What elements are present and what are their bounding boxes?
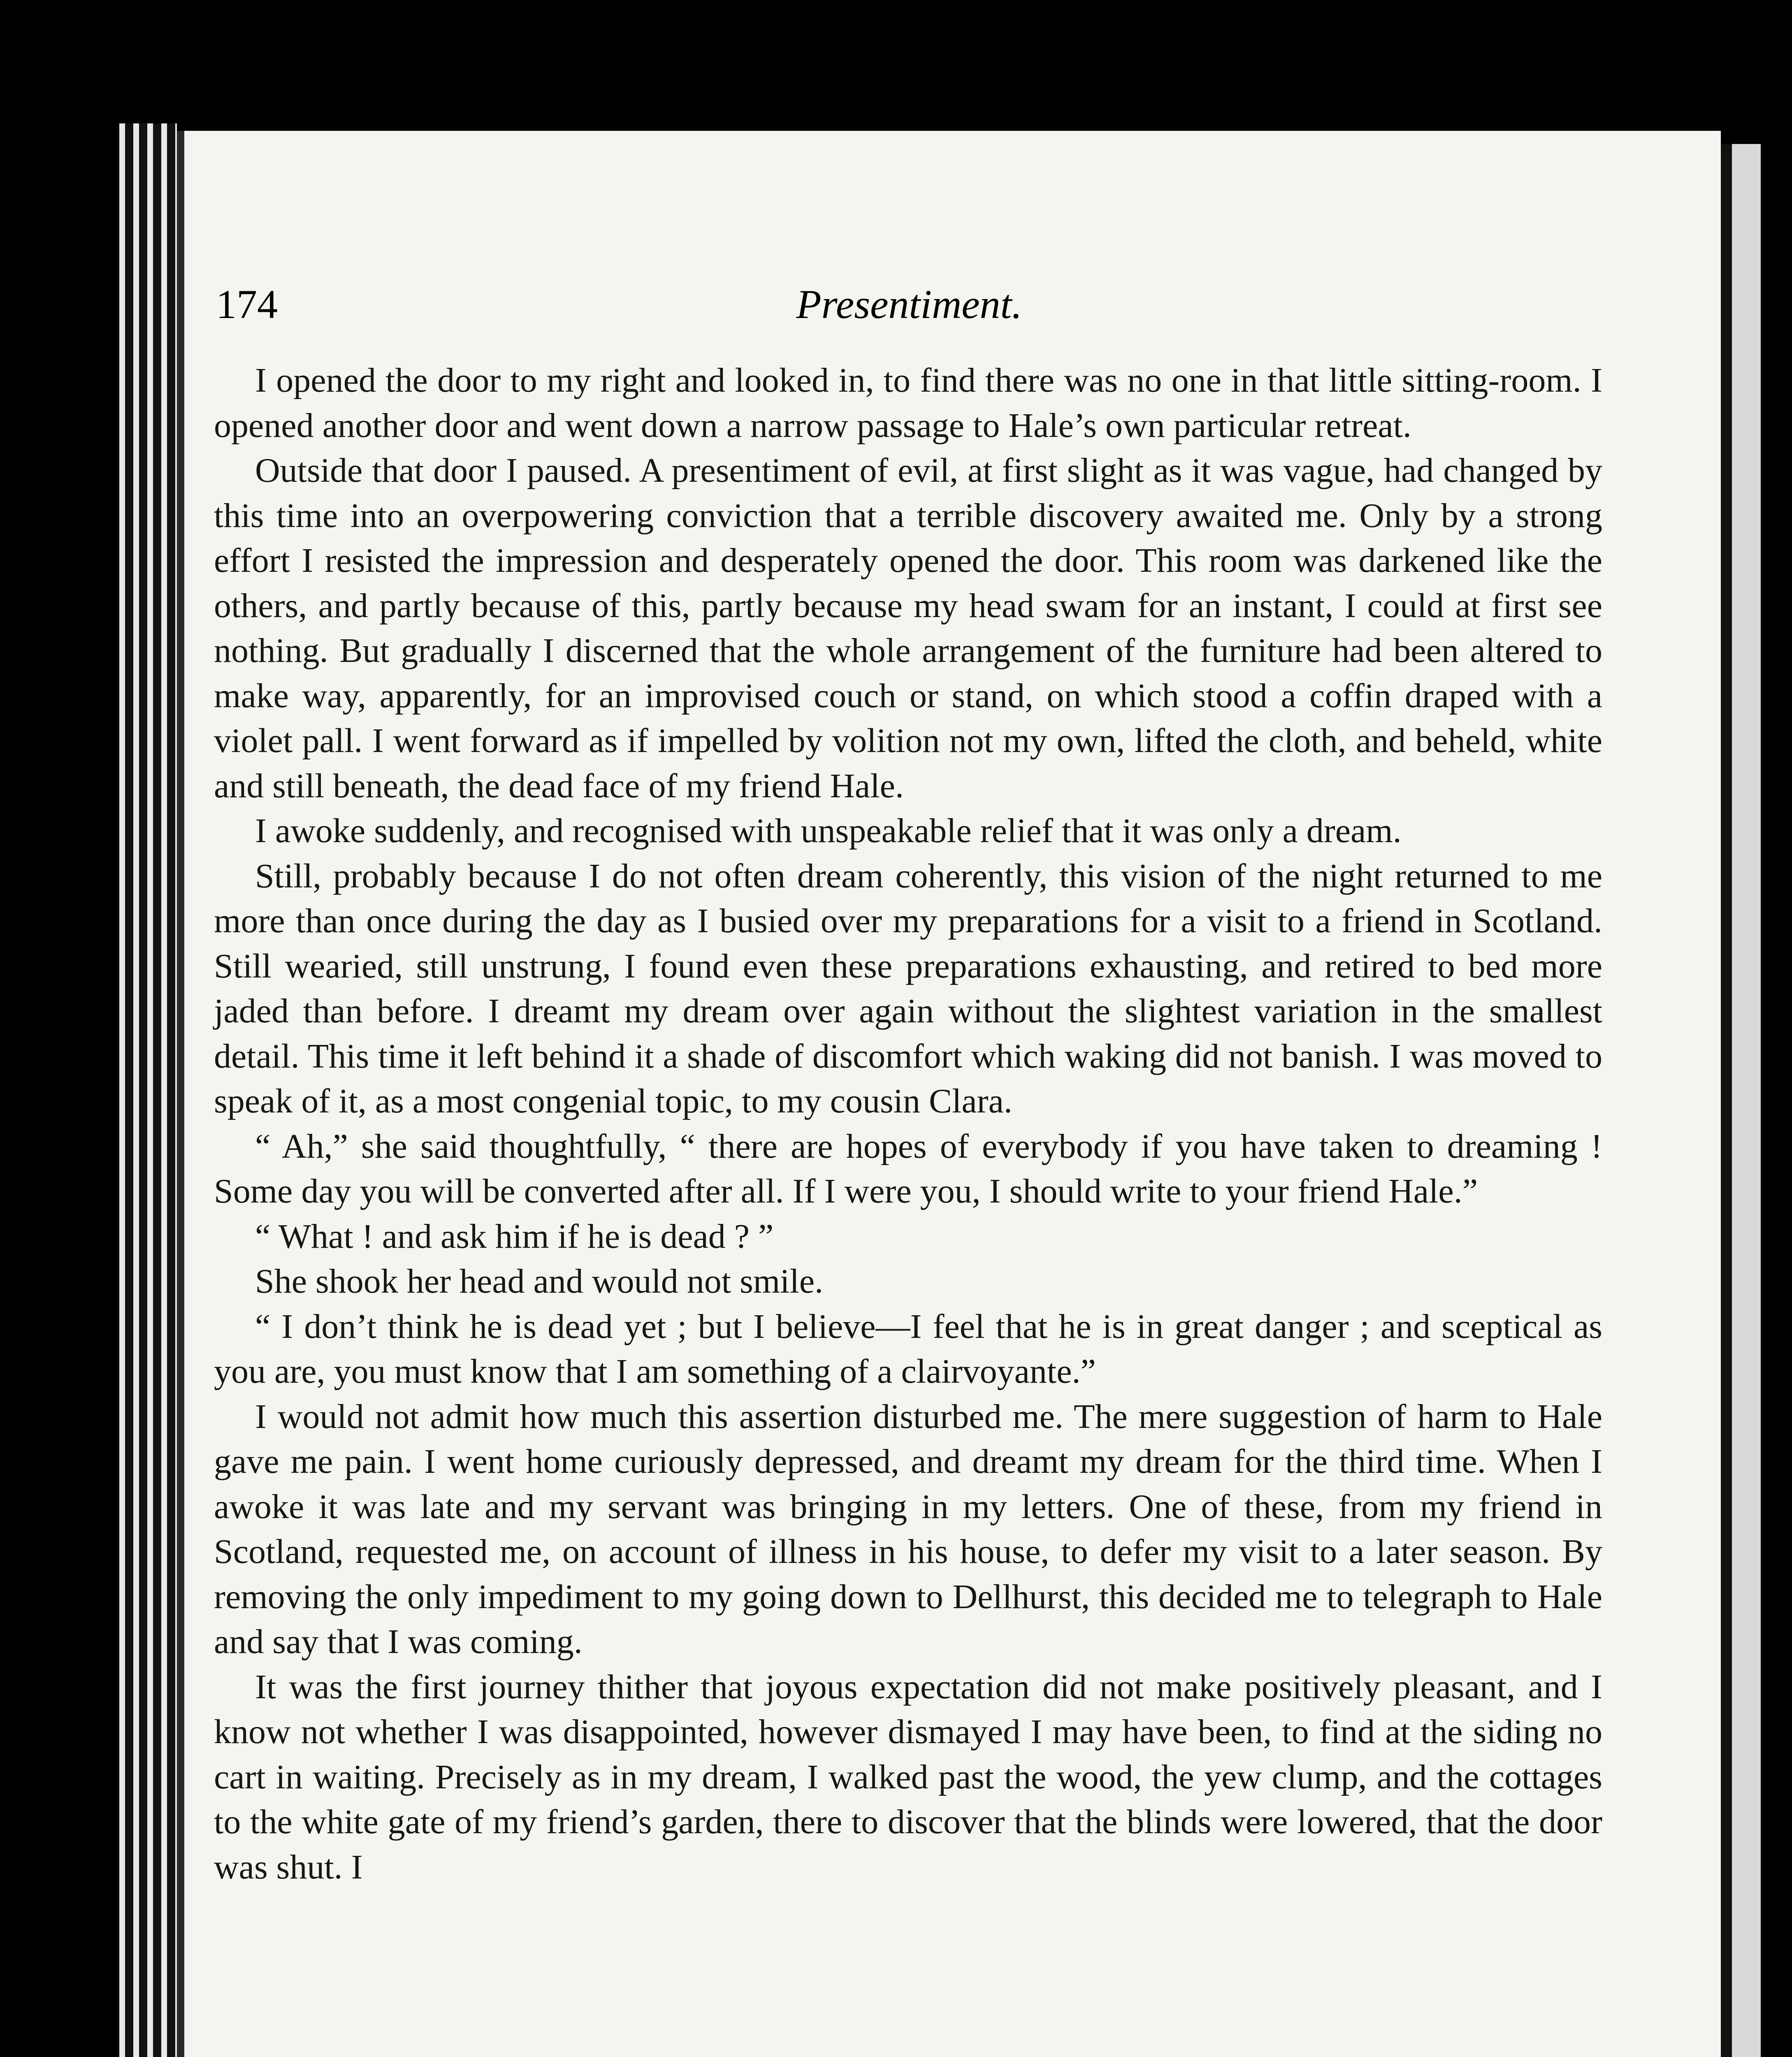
paragraph: I opened the door to my right and looked in, to find there was no one in that little sitting-room. I opened another door and went down a narrow passage to Hale’s own particular retreat. xyxy=(214,361,1602,445)
paragraph: I awoke suddenly, and recognised with unspeakable relief that it was only a dream. xyxy=(255,812,1402,850)
paragraph: Still, probably because I do not often dream coherently, this vision of the night returned to me more than once during the day as I busied over my preparations for a visit to a friend in Scotland. Still wearied, still unstrung, I found even these preparations exhausting, and retired to bed more jaded than before. I dreamt my dream over again without the slightest variation in the smallest detail. This time it left behind it a shade of discomfort which waking did not banish. I was moved to speak of it, as a most congenial topic, to my cousin Clara. xyxy=(214,857,1602,1120)
paragraph: I would not admit how much this assertion disturbed me. The mere suggestion of harm to Hale gave me pain. I went home curiously depressed, and dreamt my dream for the third time. When I awoke it was late and my servant was bringing in my letters. One of these, from my friend in Scotland, requested me, on account of illness in his house, to defer my visit to a later season. By removing the only impediment to my going down to Dellhurst, this decided me to telegraph to Hale and say that I was coming. xyxy=(214,1397,1602,1661)
book-spine-edge xyxy=(119,123,177,2057)
paragraph: It was the first journey thither that joyous expectation did not make positively pleasant, and I know not whether I was disappointed, however dismayed I may have been, to find at the siding no cart in waiting. Precisely as in my dream, I walked past the wood, the yew clump, and the cottages to the white gate of my friend’s garden, there to discover that the blinds were lowered, that the door was shut. I xyxy=(214,1667,1602,1886)
page-number: 174 xyxy=(216,281,278,327)
paragraph: “ Ah,” she said thoughtfully, “ there are hopes of everybody if you have taken to dreaming ! Some day you will be converted after all. If I were you, I should write to your friend Hale.” xyxy=(214,1127,1602,1210)
paragraph: She shook her head and would not smile. xyxy=(255,1262,824,1300)
paragraph: “ What ! and ask him if he is dead ? ” xyxy=(255,1217,774,1256)
running-title: Presentiment. xyxy=(796,281,1022,327)
body-text xyxy=(214,358,1602,1890)
paragraph: Outside that door I paused. A presentiment of evil, at first slight as it was vague, had changed by this time into an overpowering conviction that a terrible discovery awaited me. Only by a strong effort I resisted the impression and desperately opened the door. This room was darkened like the others, and partly because of this, partly because my head swam for an instant, I could at first see nothing. But gradually I discerned that the whole arrangement of the furniture had been altered to make way, apparently, for an improvised couch or stand, on which stood a coffin draped with a violet pall. I went forward as if impelled by volition not my own, lifted the cloth, and beheld, white and still beneath, the dead face of my friend Hale. xyxy=(214,451,1602,805)
page-header xyxy=(216,272,1602,337)
facing-page-edge xyxy=(1715,144,1761,2057)
paragraph: “ I don’t think he is dead yet ; but I believe—I feel that he is in great danger ; and sceptical as you are, you must know that I am something of a clairvoyante.” xyxy=(214,1307,1602,1391)
